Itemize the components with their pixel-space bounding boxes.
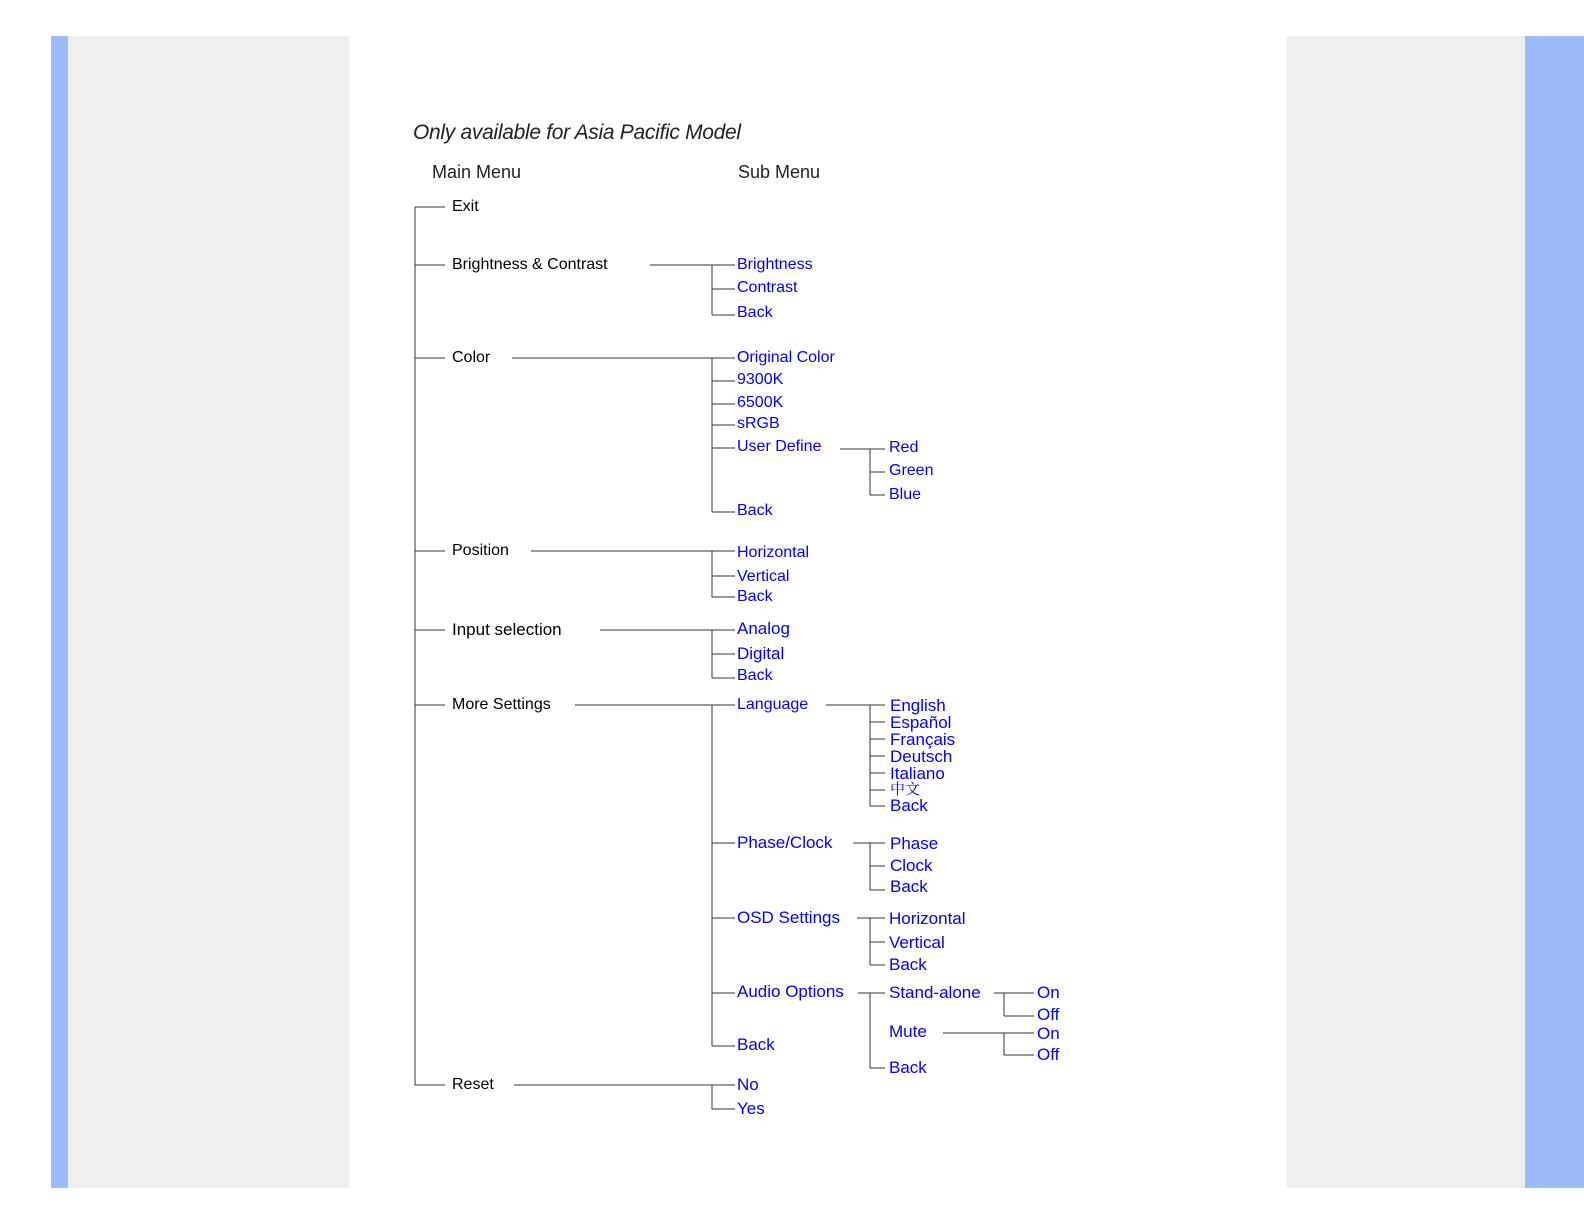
sub-item-red: Red xyxy=(889,439,919,456)
language-back: Back xyxy=(890,796,928,815)
sub-item-srgb: sRGB xyxy=(737,415,780,432)
sub-item-vertical: Vertical xyxy=(889,933,945,952)
sub-item-original-color: Original Color xyxy=(737,349,835,366)
language-italiano: Italiano xyxy=(890,764,945,783)
sub-item-back: Back xyxy=(890,877,928,896)
sub-item-audio-options: Audio Options xyxy=(737,982,844,1001)
sub-item-language: Language xyxy=(737,696,809,713)
sub-item-clock: Clock xyxy=(890,856,933,875)
sub-item-back: Back xyxy=(737,667,773,684)
sub-item-mute: Mute xyxy=(889,1022,927,1041)
sub-item-no: No xyxy=(737,1075,759,1094)
stand-alone-off: Off xyxy=(1037,1005,1060,1024)
main-item-color: Color xyxy=(452,349,491,366)
sub-item-user-define: User Define xyxy=(737,438,822,455)
sub-item-brightness: Brightness xyxy=(737,256,813,273)
language-espanol: Español xyxy=(890,713,952,732)
sub-item-back: Back xyxy=(737,502,773,519)
main-menu-header: Main Menu xyxy=(432,162,522,182)
sub-item-stand-alone: Stand-alone xyxy=(889,983,981,1002)
sub-item-back: Back xyxy=(737,588,773,605)
sub-item-analog: Analog xyxy=(737,619,790,638)
sub-menu-header: Sub Menu xyxy=(738,162,821,182)
main-item-reset: Reset xyxy=(452,1076,494,1093)
stand-alone-on: On xyxy=(1037,983,1060,1002)
sub-item-vertical: Vertical xyxy=(737,568,790,585)
sub-item-contrast: Contrast xyxy=(737,279,798,296)
sub-item-back: Back xyxy=(889,955,927,974)
main-item-input-selection: Input selection xyxy=(452,620,562,639)
sub-item-horizontal: Horizontal xyxy=(889,909,966,928)
language-deutsch: Deutsch xyxy=(890,747,953,766)
main-item-exit: Exit xyxy=(452,198,479,215)
sub-item-osd-settings: OSD Settings xyxy=(737,908,840,927)
sub-item-back: Back xyxy=(889,1058,927,1077)
sub-item-blue: Blue xyxy=(889,486,922,503)
language-chinese: 中文 xyxy=(890,781,921,798)
sub-item-digital: Digital xyxy=(737,644,785,663)
main-item-more-settings: More Settings xyxy=(452,696,551,713)
sub-item-back: Back xyxy=(737,304,773,321)
mute-on: On xyxy=(1037,1024,1060,1043)
main-item-position: Position xyxy=(452,542,509,559)
sub-item-horizontal: Horizontal xyxy=(737,544,810,561)
sub-item-yes: Yes xyxy=(737,1099,765,1118)
language-english: English xyxy=(890,696,946,715)
sub-item-phase: Phase xyxy=(890,834,939,853)
mute-off: Off xyxy=(1037,1045,1060,1064)
sub-item-6500k: 6500K xyxy=(737,394,784,411)
page-title: Only available for Asia Pacific Model xyxy=(413,121,741,144)
language-francais: Français xyxy=(890,730,956,749)
sub-item-back: Back xyxy=(737,1035,775,1054)
main-item-brightness-contrast: Brightness & Contrast xyxy=(452,256,608,273)
sub-item-green: Green xyxy=(889,462,934,479)
sub-item-phase-clock: Phase/Clock xyxy=(737,833,833,852)
sub-item-9300k: 9300K xyxy=(737,371,784,388)
